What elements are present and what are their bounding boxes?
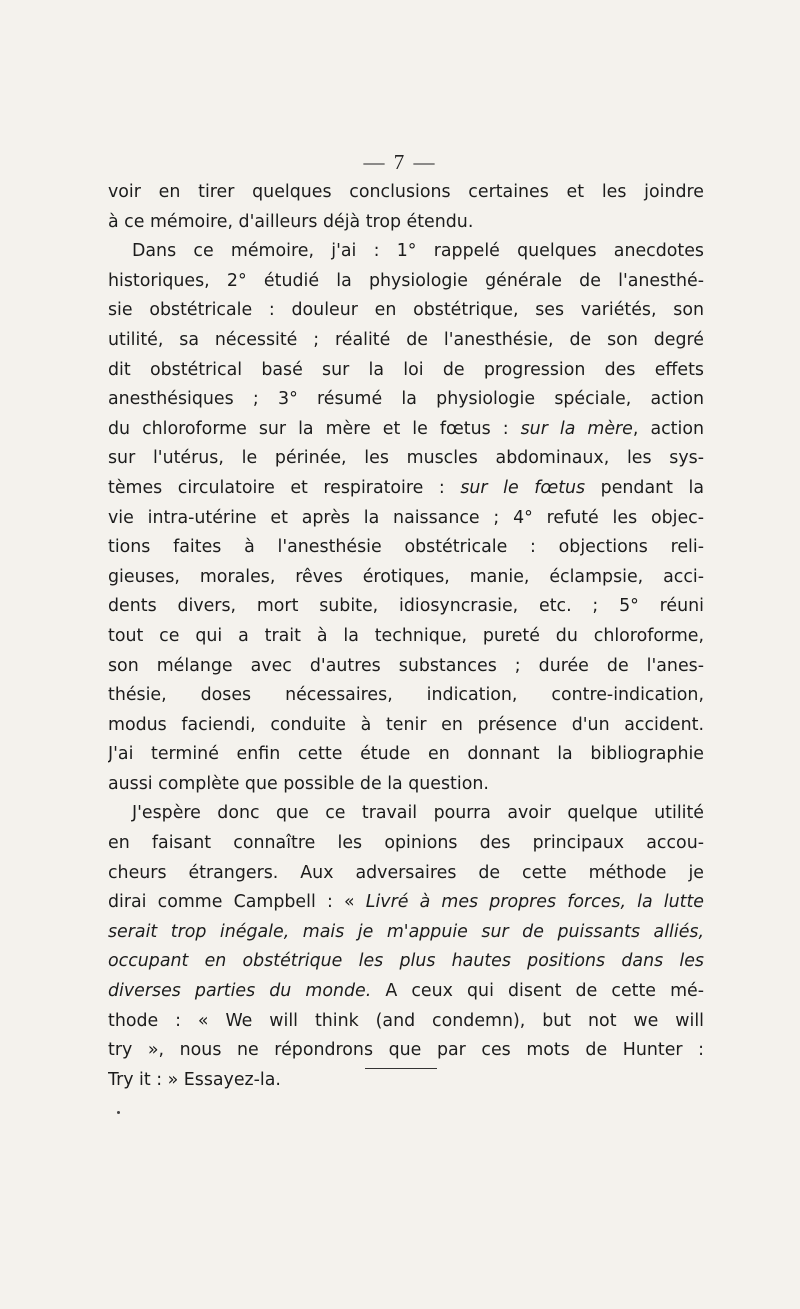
ink-speck (117, 1111, 120, 1114)
text-segment: dents divers, mort subite, idiosyncrasie, etc. ; 5° réuni (108, 596, 704, 617)
text-line (108, 859, 704, 889)
italic-text: sur la mère (520, 418, 633, 439)
text-segment: thésie, doses nécessaires, indication, contre-indication, (108, 685, 704, 706)
text-segment: try », nous ne répondrons que par ces mots de Hunter : (108, 1040, 704, 1061)
text-line (108, 947, 704, 977)
text-segment: son mélange avec d'autres substances ; durée de l'anes- (108, 655, 704, 676)
text-line (108, 1036, 704, 1066)
text-segment: A ceux qui disent de cette mé- (371, 981, 704, 1002)
text-line (108, 711, 704, 741)
page-number: — 7 — (363, 150, 437, 174)
text-segment: pendant la (585, 477, 704, 498)
text-segment: anesthésiques ; 3° résumé la physiologie spéciale, action (108, 389, 704, 410)
text-segment: J'espère donc que ce travail pourra avoir quelque utilité (132, 803, 704, 824)
italic-text: occupant en obstétrique les plus hautes positions dans les (108, 951, 704, 972)
text-line (108, 356, 704, 386)
text-line (108, 799, 704, 829)
text-line (108, 444, 704, 474)
text-segment: du chloroforme sur la mère et le fœtus : (108, 418, 521, 439)
body-text (108, 178, 704, 1095)
text-segment: J'ai terminé enfin cette étude en donnant la bibliographie (108, 744, 704, 765)
text-line (108, 622, 704, 652)
text-line (108, 533, 704, 563)
section-rule (365, 1068, 437, 1069)
text-line (108, 1007, 704, 1037)
text-line (108, 829, 704, 859)
text-line (108, 563, 704, 593)
text-segment: , action (632, 418, 704, 439)
text-segment: tèmes circulatoire et respiratoire : (108, 477, 461, 498)
text-segment: gieuses, morales, rêves érotiques, manie, éclampsie, acci- (108, 566, 704, 587)
text-line (108, 652, 704, 682)
text-segment: tout ce qui a trait à la technique, pureté du chloroforme, (108, 625, 704, 646)
text-line (108, 296, 704, 326)
text-line (108, 326, 704, 356)
text-segment: à ce mémoire, d'ailleurs déjà trop étendu. (108, 211, 474, 232)
text-segment: modus faciendi, conduite à tenir en présence d'un accident. (108, 714, 704, 735)
text-segment: dirai comme Campbell : « (108, 892, 366, 913)
text-line (108, 267, 704, 297)
text-line (108, 888, 704, 918)
text-segment: voir en tirer quelques conclusions certaines et les joindre (108, 182, 704, 202)
text-segment: sie obstétricale : douleur en obstétrique, ses variétés, son (108, 300, 704, 321)
text-segment: tions faites à l'anesthésie obstétricale : objections reli- (108, 537, 704, 558)
text-line (108, 504, 704, 534)
italic-text: sur le fœtus (460, 477, 586, 498)
text-line (108, 770, 704, 800)
text-segment: en faisant connaître les opinions des principaux accou- (108, 833, 704, 854)
text-segment: utilité, sa nécessité ; réalité de l'anesthésie, de son degré (108, 329, 704, 350)
text-segment: aussi complète que possible de la question. (108, 773, 489, 794)
text-line (108, 977, 704, 1007)
text-segment: cheurs étrangers. Aux adversaires de cette méthode je (108, 862, 704, 883)
text-line (108, 592, 704, 622)
text-line (108, 474, 704, 504)
text-segment: vie intra-utérine et après la naissance ; 4° refuté les objec- (108, 507, 704, 528)
text-segment: sur l'utérus, le périnée, les muscles abdominaux, les sys- (108, 448, 704, 469)
text-line (108, 178, 704, 208)
text-segment: Dans ce mémoire, j'ai : 1° rappelé quelques anecdotes (132, 241, 704, 262)
italic-text: diverses parties du monde. (108, 981, 372, 1002)
text-segment: Try it : » Essayez-la. (108, 1069, 281, 1090)
text-line (108, 681, 704, 711)
text-segment: dit obstétrical basé sur la loi de progression des effets (108, 359, 704, 380)
text-line (108, 918, 704, 948)
italic-text: Livré à mes propres forces, la lutte (365, 892, 704, 913)
text-line (108, 237, 704, 267)
text-segment: historiques, 2° étudié la physiologie générale de l'anesthé- (108, 270, 704, 291)
text-line (108, 740, 704, 770)
text-line (108, 1066, 704, 1096)
text-line (108, 385, 704, 415)
italic-text: serait trop inégale, mais je m'appuie sur de puissants alliés, (108, 921, 704, 942)
text-line (108, 208, 704, 238)
text-segment: thode : « We will think (and condemn), but not we will (108, 1010, 704, 1031)
text-line (108, 415, 704, 445)
